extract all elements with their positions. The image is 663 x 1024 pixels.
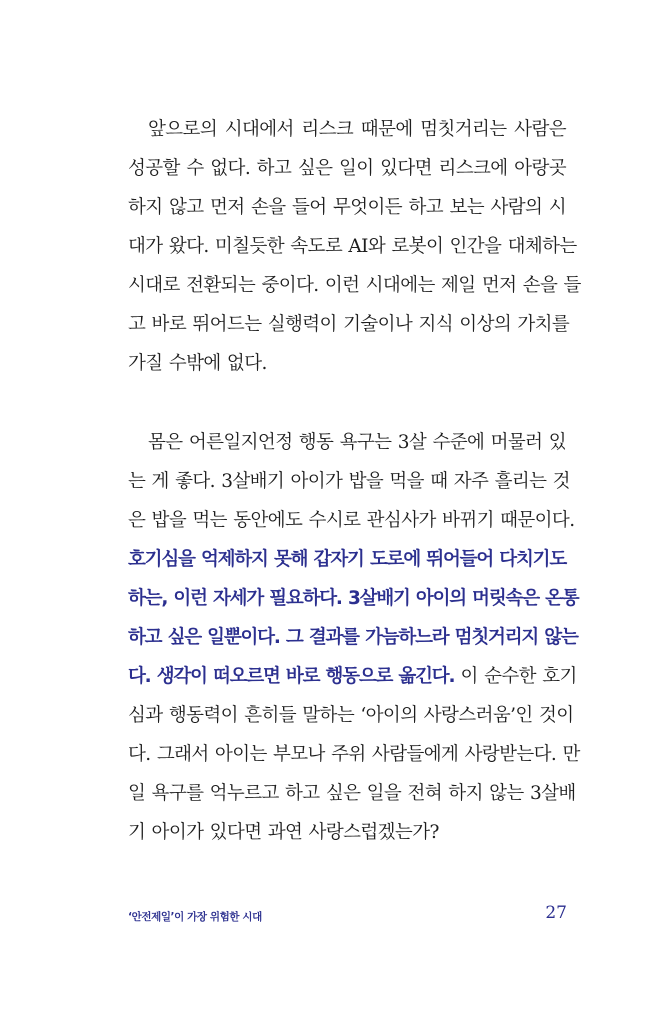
- text-line: 몸은 어른일지언정 행동 욕구는 3살 수준에 머물러 있: [148, 432, 566, 453]
- text-line: 앞으로의 시대에서 리스크 때문에 멈칫거리는 사람은: [148, 119, 566, 140]
- highlighted-line: 하는, 이런 자세가 필요하다. 3살배기 아이의 머릿속은 온통: [128, 588, 579, 609]
- page-number: 27: [545, 903, 567, 923]
- text-line: 기 아이가 있다면 과연 사랑스럽겠는가?: [128, 822, 439, 843]
- text-line: 하지 않고 먼저 손을 들어 무엇이든 하고 보는 사람의 시: [128, 197, 566, 218]
- highlighted-text: 다. 생각이 떠오르면 바로 행동으로 옮긴다.: [128, 666, 455, 687]
- text-line: 고 바로 뛰어드는 실행력이 기술이나 지식 이상의 가치를: [128, 314, 570, 335]
- text-line: 심과 행동력이 흔히들 말하는 ‘아이의 사랑스러움’인 것이: [128, 705, 574, 726]
- plain-text: 이 순수한 호기: [454, 666, 577, 687]
- text-line: 시대로 전환되는 중이다. 이런 시대에는 제일 먼저 손을 들: [128, 275, 581, 296]
- text-line: 일 욕구를 억누르고 하고 싶은 일을 전혀 하지 않는 3살배: [128, 783, 576, 804]
- highlighted-line: 하고 싶은 일뿐이다. 그 결과를 가늠하느라 멈칫거리지 않는: [128, 627, 578, 648]
- running-title: ‘안전제일’이 가장 위험한 시대: [128, 911, 262, 923]
- highlighted-line: 호기심을 억제하지 못해 갑자기 도로에 뛰어들어 다치기도: [128, 549, 566, 570]
- text-line: 은 밥을 먹는 동안에도 수시로 관심사가 바뀌기 때문이다.: [128, 510, 575, 531]
- text-line: 다. 그래서 아이는 부모나 주위 사람들에게 사랑받는다. 만: [128, 744, 580, 765]
- mixed-line: [128, 664, 577, 690]
- text-line: 대가 왔다. 미칠듯한 속도로 AI와 로봇이 인간을 대체하는: [128, 236, 577, 257]
- text-line: 성공할 수 없다. 하고 싶은 일이 있다면 리스크에 아랑곳: [128, 158, 566, 179]
- text-line: 는 게 좋다. 3살배기 아이가 밥을 먹을 때 자주 흘리는 것: [128, 471, 570, 492]
- text-line: 가질 수밖에 없다.: [128, 353, 267, 374]
